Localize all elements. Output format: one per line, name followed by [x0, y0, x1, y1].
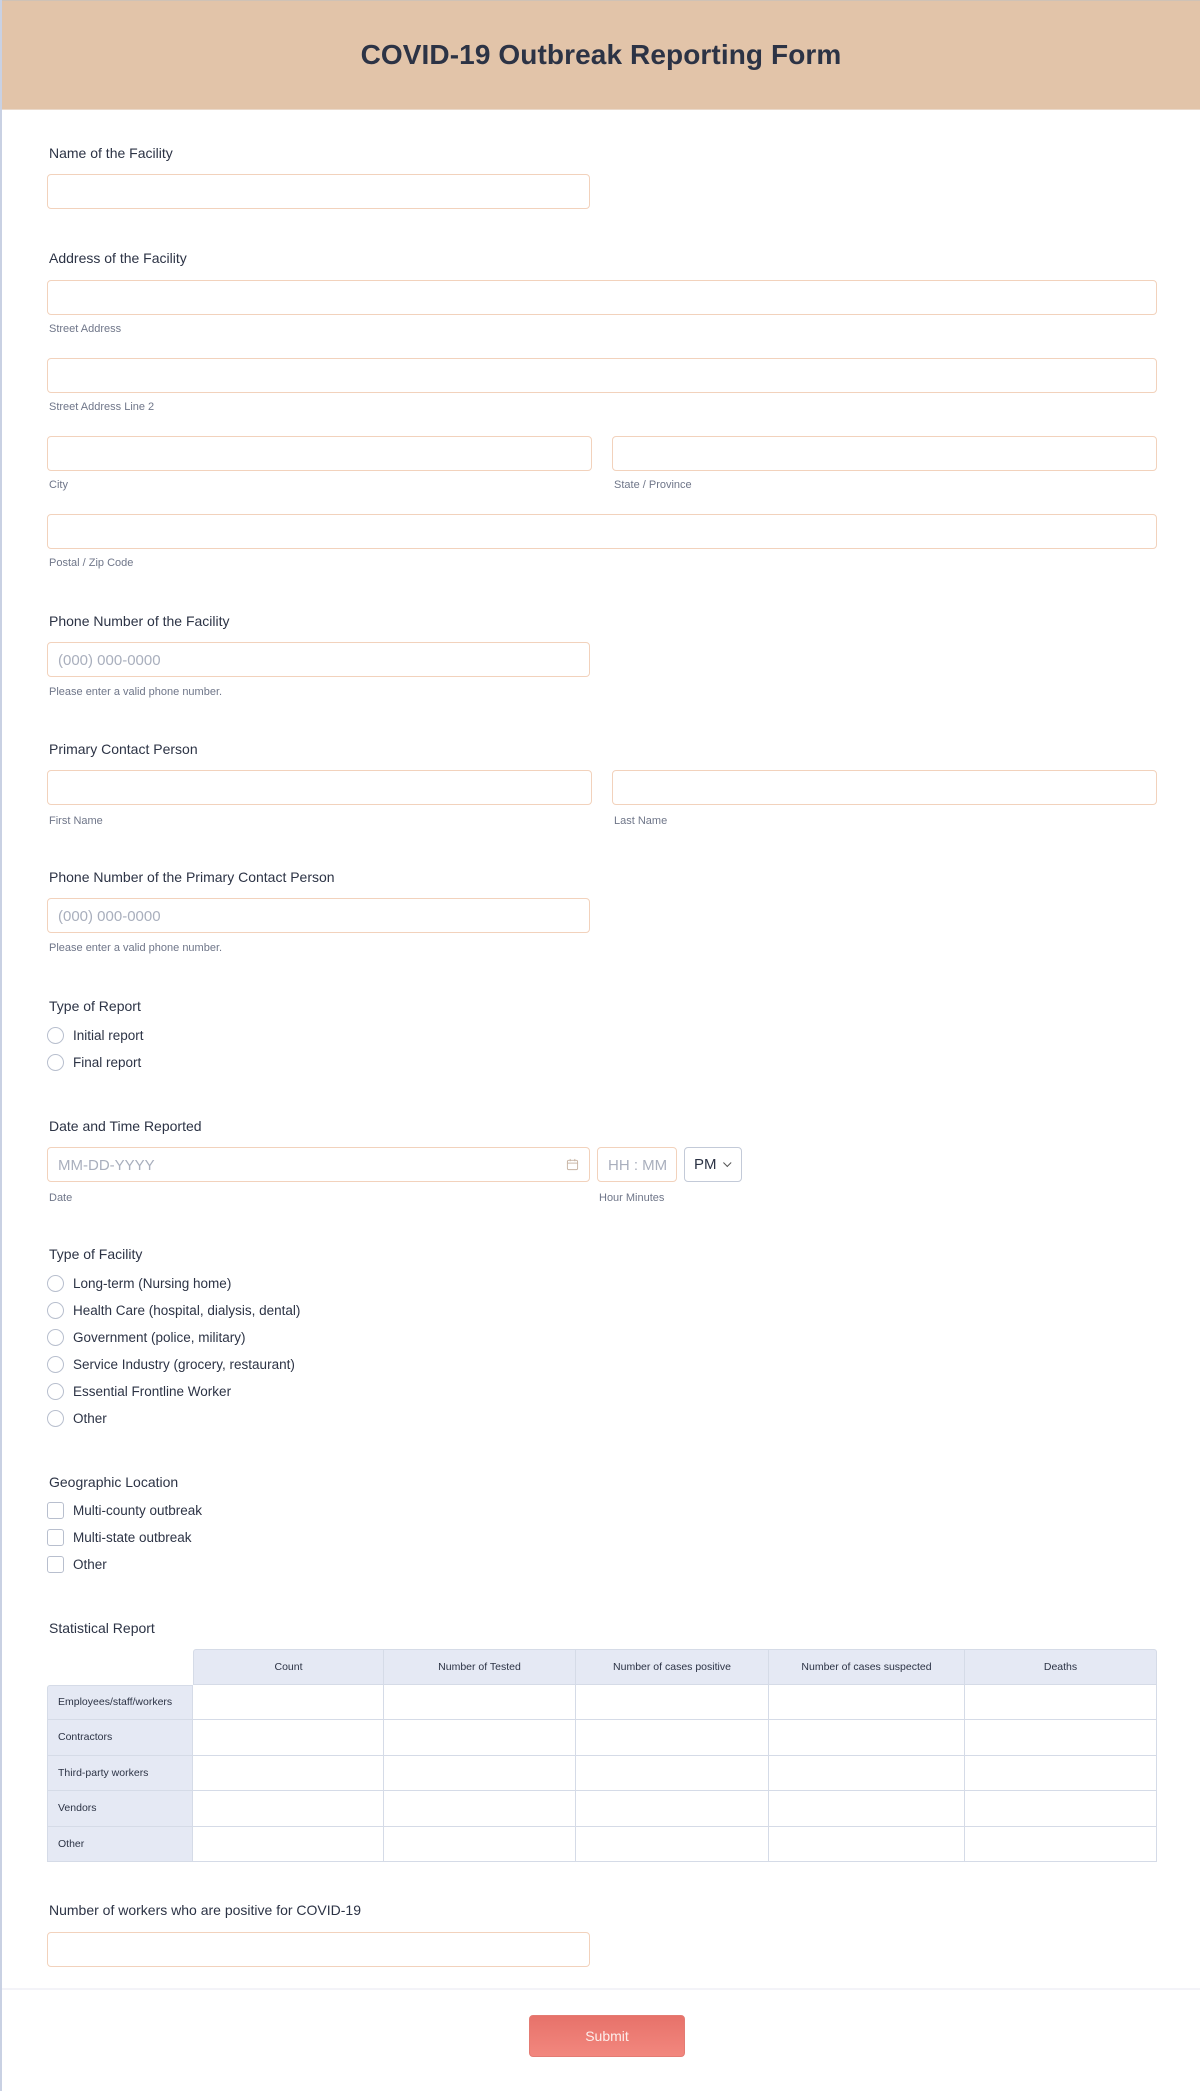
ampm-value: PM: [694, 1156, 717, 1173]
table-cell-input[interactable]: [193, 1720, 384, 1756]
facility-phone-hint: Please enter a valid phone number.: [49, 686, 223, 698]
state-province-input[interactable]: [612, 436, 1157, 471]
address-label: Address of the Facility: [49, 250, 187, 266]
report-type-option-initial[interactable]: [47, 1027, 144, 1044]
table-row: [47, 1756, 1157, 1792]
table-cell-input[interactable]: [965, 1827, 1157, 1863]
option-label: Service Industry (grocery, restaurant): [73, 1357, 295, 1372]
facility-type-option[interactable]: [47, 1410, 107, 1427]
radio-button[interactable]: [47, 1027, 64, 1044]
facility-name-label: Name of the Facility: [49, 145, 173, 161]
facility-type-option[interactable]: [47, 1383, 231, 1400]
facility-type-option[interactable]: [47, 1329, 246, 1346]
street-address-line2-sublabel: Street Address Line 2: [49, 401, 155, 413]
table-cell-input[interactable]: [769, 1685, 965, 1721]
row-header: Other: [47, 1827, 193, 1863]
checkbox[interactable]: [47, 1556, 64, 1573]
geo-location-option[interactable]: [47, 1529, 192, 1546]
option-label: Other: [73, 1557, 107, 1572]
table-cell-input[interactable]: [576, 1791, 769, 1827]
calendar-icon[interactable]: [566, 1158, 579, 1171]
facility-phone-placeholder: (000) 000-0000: [58, 652, 161, 669]
radio-button[interactable]: [47, 1302, 64, 1319]
table-cell-input[interactable]: [193, 1756, 384, 1792]
table-cell-input[interactable]: [769, 1720, 965, 1756]
option-label: Final report: [73, 1055, 142, 1070]
row-header: Contractors: [47, 1720, 193, 1756]
facility-type-label: Type of Facility: [49, 1246, 143, 1262]
option-label: Multi-county outbreak: [73, 1503, 203, 1518]
option-label: Other: [73, 1411, 107, 1426]
radio-button[interactable]: [47, 1329, 64, 1346]
option-label: Government (police, military): [73, 1330, 246, 1345]
last-name-input[interactable]: [612, 770, 1157, 805]
column-header: Number of Tested: [384, 1649, 576, 1685]
table-cell-input[interactable]: [384, 1720, 576, 1756]
option-label: Long-term (Nursing home): [73, 1276, 232, 1291]
city-sublabel: City: [49, 479, 68, 491]
state-province-sublabel: State / Province: [614, 479, 692, 491]
option-label: Health Care (hospital, dialysis, dental): [73, 1303, 301, 1318]
table-row: [47, 1720, 1157, 1756]
last-name-sublabel: Last Name: [614, 815, 668, 827]
report-type-label: Type of Report: [49, 998, 141, 1014]
report-type-option-final[interactable]: [47, 1054, 141, 1071]
table-cell-input[interactable]: [384, 1685, 576, 1721]
option-label: Initial report: [73, 1028, 144, 1043]
column-header: Count: [193, 1649, 384, 1685]
first-name-input[interactable]: [47, 770, 592, 805]
geo-location-option[interactable]: [47, 1556, 107, 1573]
table-cell-input[interactable]: [965, 1756, 1157, 1792]
date-time-label: Date and Time Reported: [49, 1118, 202, 1134]
street-address-sublabel: Street Address: [49, 323, 122, 335]
contact-phone-hint: Please enter a valid phone number.: [49, 942, 223, 954]
street-address-line2-input[interactable]: [47, 358, 1157, 393]
geo-location-option[interactable]: [47, 1502, 202, 1519]
time-sublabel: Hour Minutes: [599, 1192, 665, 1204]
positive-workers-label: Number of workers who are positive for COVID-19: [49, 1902, 361, 1918]
facility-phone-input[interactable]: [47, 642, 590, 677]
radio-button[interactable]: [47, 1383, 64, 1400]
facility-type-option[interactable]: [47, 1356, 295, 1373]
option-label: Essential Frontline Worker: [73, 1384, 232, 1399]
contact-person-label: Primary Contact Person: [49, 741, 198, 757]
table-cell-input[interactable]: [576, 1756, 769, 1792]
time-placeholder: HH : MM: [608, 1157, 668, 1174]
table-cell-input[interactable]: [576, 1720, 769, 1756]
positive-workers-input[interactable]: [47, 1932, 590, 1967]
form-title: COVID-19 Outbreak Reporting Form: [360, 39, 842, 70]
table-row: [47, 1791, 1157, 1827]
table-cell-input[interactable]: [965, 1685, 1157, 1721]
table-corner: [47, 1649, 193, 1685]
table-row: [47, 1685, 1157, 1721]
option-label: Multi-state outbreak: [73, 1530, 192, 1545]
geo-location-label: Geographic Location: [49, 1474, 179, 1490]
table-cell-input[interactable]: [384, 1791, 576, 1827]
time-input[interactable]: [597, 1147, 677, 1182]
postal-code-sublabel: Postal / Zip Code: [49, 557, 134, 569]
date-sublabel: Date: [49, 1192, 73, 1204]
table-cell-input[interactable]: [769, 1791, 965, 1827]
checkbox[interactable]: [47, 1529, 64, 1546]
form-header: [2, 0, 1200, 110]
contact-phone-input[interactable]: [47, 898, 590, 933]
radio-button[interactable]: [47, 1410, 64, 1427]
table-cell-input[interactable]: [576, 1685, 769, 1721]
street-address-input[interactable]: [47, 280, 1157, 315]
first-name-sublabel: First Name: [49, 815, 103, 827]
stats-table: [47, 1649, 1157, 1862]
submit-button[interactable]: Submit: [529, 2015, 685, 2057]
checkbox[interactable]: [47, 1502, 64, 1519]
facility-type-option[interactable]: [47, 1275, 231, 1292]
chevron-down-icon: [723, 1158, 731, 1166]
date-input[interactable]: [47, 1147, 590, 1182]
row-header: Vendors: [47, 1791, 193, 1827]
footer-divider: [2, 1988, 1200, 1990]
radio-button[interactable]: [47, 1054, 64, 1071]
column-header: Number of cases positive: [576, 1649, 769, 1685]
table-cell-input[interactable]: [769, 1756, 965, 1792]
row-header: Third-party workers: [47, 1756, 193, 1792]
table-cell-input[interactable]: [965, 1720, 1157, 1756]
table-cell-input[interactable]: [965, 1791, 1157, 1827]
facility-name-input[interactable]: [47, 174, 590, 209]
table-cell-input[interactable]: [769, 1827, 965, 1863]
row-header: Employees/staff/workers: [47, 1685, 193, 1721]
column-header: Deaths: [965, 1649, 1157, 1685]
postal-code-input[interactable]: [47, 514, 1157, 549]
contact-phone-label: Phone Number of the Primary Contact Person: [49, 869, 335, 885]
ampm-select[interactable]: [684, 1147, 742, 1182]
table-cell-input[interactable]: [193, 1827, 384, 1863]
table-row: [47, 1827, 1157, 1863]
facility-phone-label: Phone Number of the Facility: [49, 613, 230, 629]
stats-label: Statistical Report: [49, 1620, 155, 1636]
facility-type-option[interactable]: [47, 1302, 300, 1319]
date-placeholder: MM-DD-YYYY: [58, 1157, 155, 1174]
radio-button[interactable]: [47, 1356, 64, 1373]
column-header: Number of cases suspected: [769, 1649, 965, 1685]
table-cell-input[interactable]: [193, 1791, 384, 1827]
contact-phone-placeholder: (000) 000-0000: [58, 908, 161, 925]
table-cell-input[interactable]: [384, 1756, 576, 1792]
table-cell-input[interactable]: [576, 1827, 769, 1863]
table-cell-input[interactable]: [193, 1685, 384, 1721]
city-input[interactable]: [47, 436, 592, 471]
table-cell-input[interactable]: [384, 1827, 576, 1863]
radio-button[interactable]: [47, 1275, 64, 1292]
